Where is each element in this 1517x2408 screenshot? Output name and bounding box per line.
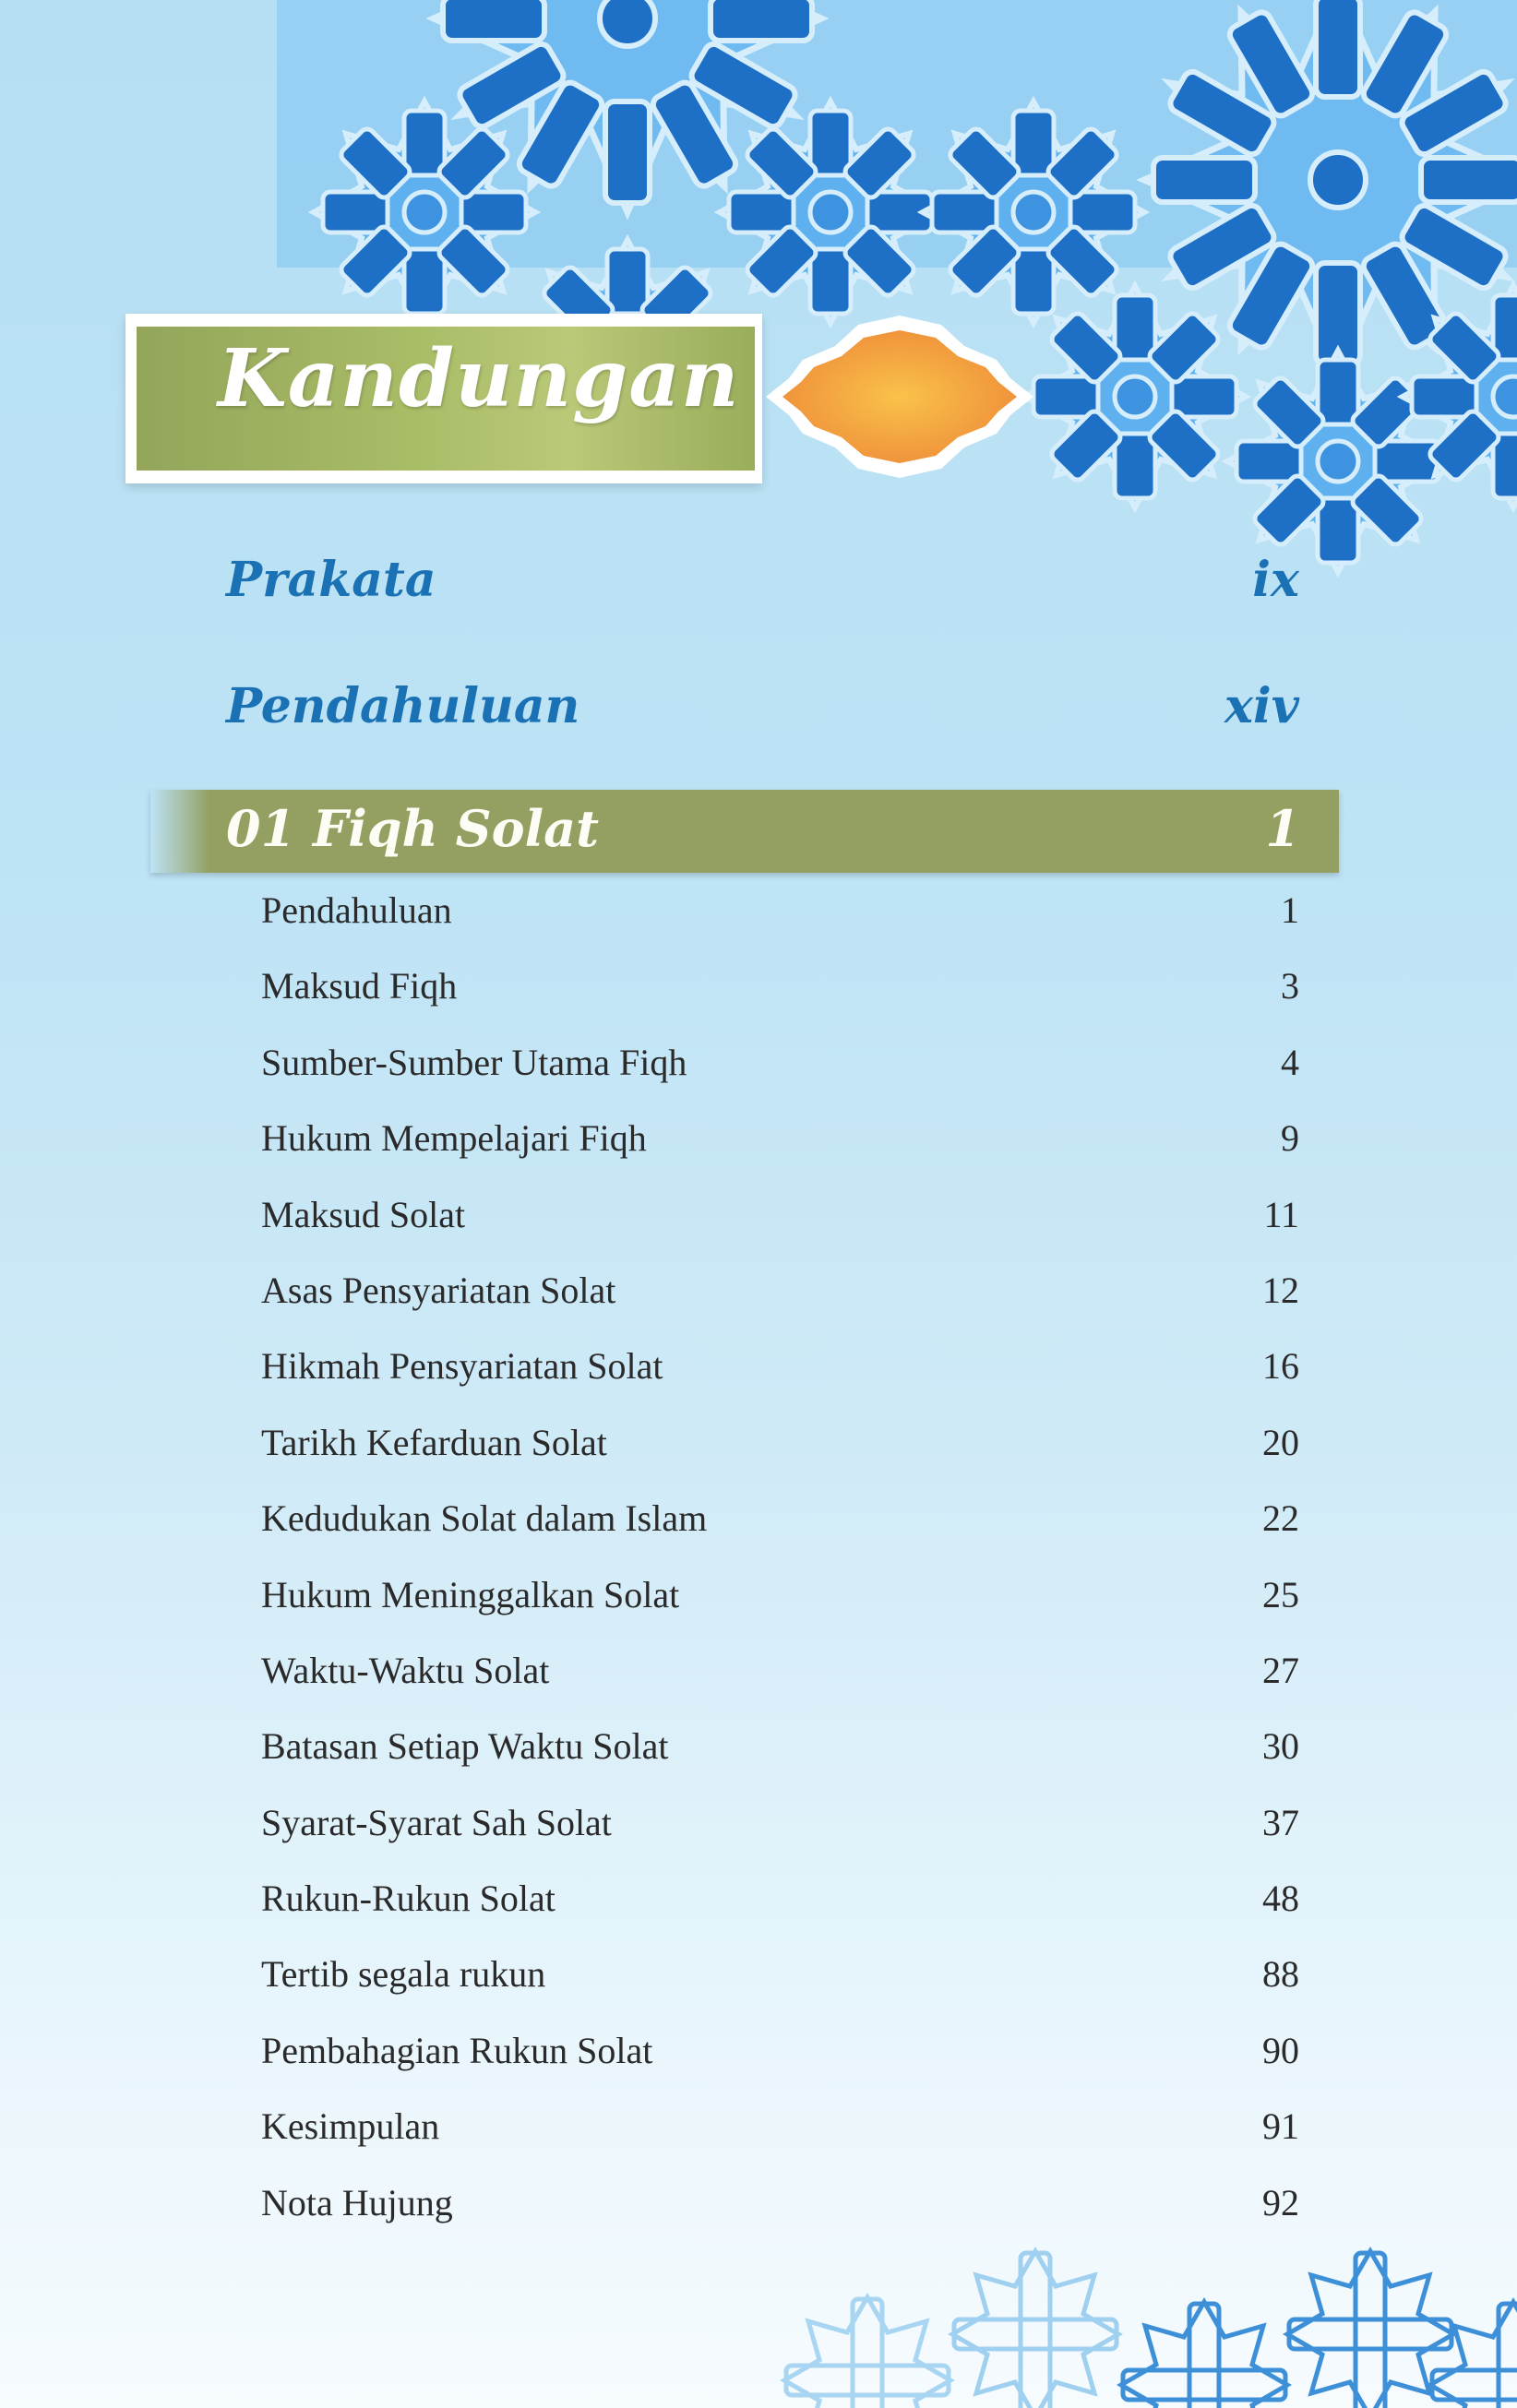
- toc-label: Hukum Meninggalkan Solat: [261, 1573, 680, 1615]
- islamic-star-pattern-top: [0, 0, 1517, 590]
- toc-page: 48: [1262, 1878, 1299, 1920]
- toc-label: Maksud Solat: [261, 1193, 466, 1235]
- toc-label: Syarat-Syarat Sah Solat: [261, 1801, 612, 1843]
- toc-row[interactable]: [261, 1496, 1299, 1572]
- chapter-page: 1: [1265, 799, 1300, 858]
- toc-page: 27: [1262, 1649, 1299, 1691]
- toc-row[interactable]: [261, 1041, 1299, 1116]
- toc-label: Nota Hujung: [261, 2181, 453, 2223]
- toc-page: 91: [1262, 2105, 1299, 2148]
- toc-row[interactable]: [261, 1421, 1299, 1496]
- toc-label: Waktu-Waktu Solat: [261, 1649, 550, 1691]
- toc-row[interactable]: [261, 1952, 1299, 2028]
- toc-label: Kedudukan Solat dalam Islam: [261, 1497, 708, 1540]
- toc-label: Pendahuluan: [261, 889, 452, 931]
- chapter-title: 01 Fiqh Solat: [226, 799, 600, 858]
- toc-page: 16: [1262, 1345, 1299, 1388]
- toc-label: Sumber-Sumber Utama Fiqh: [261, 1041, 687, 1083]
- toc-list: [261, 888, 1299, 2257]
- toc-page: 88: [1262, 1953, 1299, 1996]
- toc-row[interactable]: [261, 888, 1299, 964]
- title-banner: [125, 314, 775, 483]
- toc-page: 22: [1262, 1497, 1299, 1540]
- toc-label: Hikmah Pensyariatan Solat: [261, 1345, 663, 1388]
- toc-page: 20: [1262, 1421, 1299, 1463]
- toc-row[interactable]: [261, 1801, 1299, 1877]
- toc-row[interactable]: [261, 2104, 1299, 2180]
- toc-page: 90: [1262, 2029, 1299, 2071]
- toc-label: Asas Pensyariatan Solat: [261, 1269, 616, 1311]
- page-title: Kandungan: [218, 332, 740, 425]
- toc-entry-prakata[interactable]: Prakata: [226, 552, 436, 608]
- islamic-star-pattern-bottom: [0, 2223, 1517, 2408]
- chapter-heading-bar[interactable]: [150, 790, 1339, 873]
- toc-page-pendahuluan: xiv: [1224, 678, 1299, 734]
- toc-label: Hukum Mempelajari Fiqh: [261, 1117, 647, 1160]
- toc-page: 9: [1281, 1117, 1299, 1160]
- toc-row[interactable]: [261, 1877, 1299, 1952]
- toc-row[interactable]: [261, 1193, 1299, 1269]
- toc-row[interactable]: [261, 1724, 1299, 1800]
- toc-page: 25: [1262, 1573, 1299, 1615]
- ornament-medallion-icon: [747, 304, 1052, 489]
- toc-page: 1: [1281, 889, 1299, 931]
- toc-page-prakata: ix: [1252, 552, 1299, 608]
- toc-page: 37: [1262, 1801, 1299, 1843]
- toc-label: Batasan Setiap Waktu Solat: [261, 1725, 669, 1768]
- toc-label: Rukun-Rukun Solat: [261, 1878, 555, 1920]
- toc-page: 30: [1262, 1725, 1299, 1768]
- toc-label: Pembahagian Rukun Solat: [261, 2029, 653, 2071]
- toc-row[interactable]: [261, 1573, 1299, 1649]
- toc-page: 12: [1262, 1269, 1299, 1311]
- toc-entry-pendahuluan[interactable]: Pendahuluan: [226, 678, 580, 734]
- toc-row[interactable]: [261, 1344, 1299, 1420]
- toc-page: 11: [1263, 1193, 1299, 1235]
- toc-label: Kesimpulan: [261, 2105, 440, 2148]
- toc-page: 3: [1281, 965, 1299, 1007]
- toc-row[interactable]: [261, 964, 1299, 1040]
- toc-row[interactable]: [261, 1269, 1299, 1344]
- toc-page: 4: [1281, 1041, 1299, 1083]
- toc-page: 92: [1262, 2181, 1299, 2223]
- toc-label: Tertib segala rukun: [261, 1953, 546, 1996]
- toc-label: Maksud Fiqh: [261, 965, 458, 1007]
- toc-label: Tarikh Kefarduan Solat: [261, 1421, 607, 1463]
- toc-row[interactable]: [261, 2029, 1299, 2104]
- toc-row[interactable]: [261, 1649, 1299, 1724]
- toc-row[interactable]: [261, 1116, 1299, 1192]
